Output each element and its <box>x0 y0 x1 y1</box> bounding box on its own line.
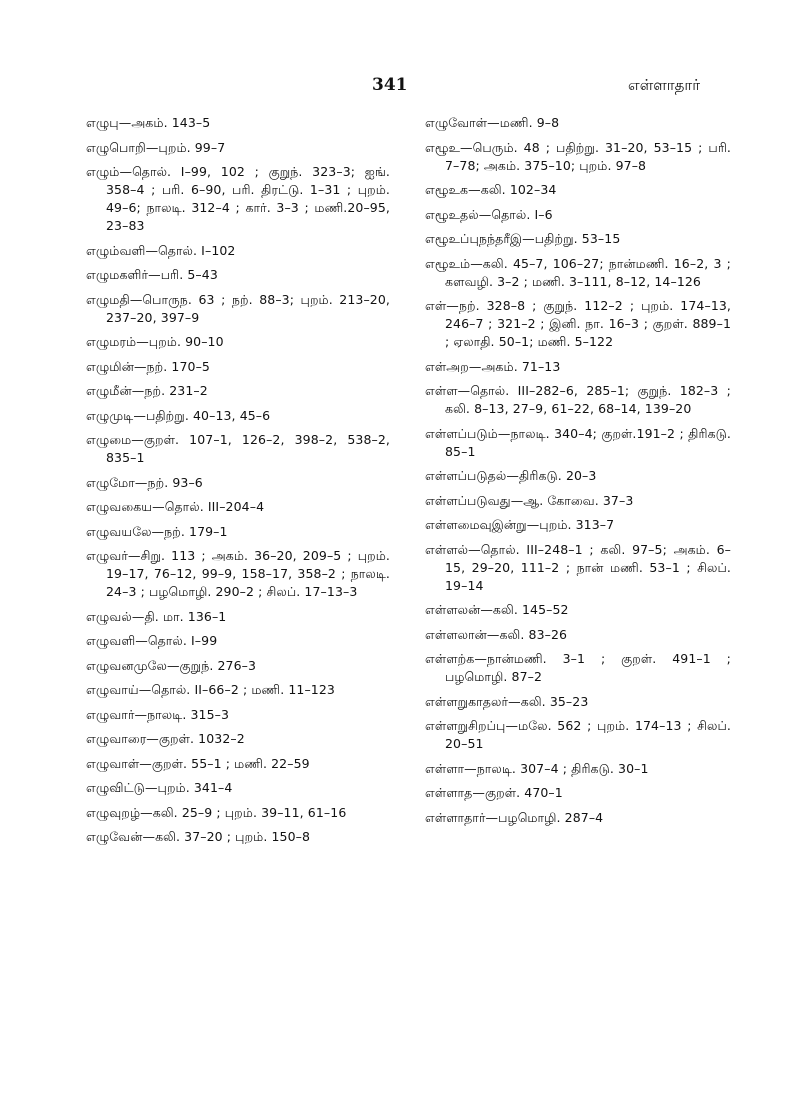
index-entry <box>86 755 390 773</box>
entry-headword: எள்ளலன் <box>425 602 481 617</box>
entry-references: —நற். 170–5 <box>133 358 210 374</box>
entry-headword: எள் <box>425 298 447 313</box>
entry-references: —கலி. 45–7, 106–27; நான்மணி. 16–2, 3 ; களவழி. 3–2 ; மணி. 3–111, 8–12, 14–126 <box>445 255 731 289</box>
entry-headword: எழுமீன் <box>86 383 132 398</box>
index-entry <box>425 206 731 224</box>
entry-references: —குறள். 107–1, 126–2, 398–2, 538–2, 835–1 <box>106 432 390 465</box>
entry-references: —நாலடி. 315–3 <box>134 706 230 722</box>
entry-headword: எழுபு <box>86 115 119 130</box>
index-entry <box>86 779 390 797</box>
entry-headword: எள்ளற்க <box>425 651 475 666</box>
index-entry <box>425 425 731 461</box>
entry-references: —தொல். III–204–4 <box>152 499 265 514</box>
index-entry <box>425 297 731 351</box>
index-entry <box>425 492 731 510</box>
entry-references: —கலி. 102–34 <box>468 182 557 197</box>
index-entry <box>425 809 731 827</box>
entry-references: —திரிகடு. 20–3 <box>506 468 597 483</box>
entry-headword: எள்ளா <box>425 760 465 776</box>
entry-references: —புறம். 313–7 <box>526 517 615 532</box>
index-entry <box>86 681 390 699</box>
index-entry <box>86 358 390 376</box>
entry-references: —குறுந். 276–3 <box>166 657 257 673</box>
entry-references: —அகம். 143–5 <box>118 115 211 130</box>
entry-headword: எழுவகைய <box>86 499 153 514</box>
index-entry <box>86 431 390 467</box>
index-entry <box>425 650 731 686</box>
entry-references: —பழமொழி. 287–4 <box>485 809 604 825</box>
index-entry <box>425 717 731 753</box>
entry-headword: எழுவயலே <box>86 523 152 539</box>
index-column-right <box>425 114 731 833</box>
index-entry <box>425 784 731 802</box>
entry-references: —பதிற்று. 40–13, 45–6 <box>133 407 271 423</box>
index-entry <box>86 114 390 132</box>
entry-references: —கலி. 35–23 <box>508 693 589 709</box>
index-entry <box>86 333 390 351</box>
entry-references: —சிறு. 113 ; அகம். 36–20, 209–5 ; புறம். 19–17, 76–12, 99–9, 158–17, 358–2 ; நாலடி. 24–3 ; பழமொழி. 290–2 ; சிலப். 17–13–3 <box>106 548 390 599</box>
entry-headword: எள்ளமைவுஇன்று <box>425 517 527 532</box>
entry-references: —நான்மணி. 3–1 ; குறள். 491–1 ; பழமொழி. 87–2 <box>445 651 731 684</box>
entry-references: —நாலடி. 307–4 ; திரிகடு. 30–1 <box>464 760 649 776</box>
index-entry <box>425 467 731 485</box>
index-entry <box>86 547 390 601</box>
index-entry <box>425 626 731 644</box>
index-entry <box>425 601 731 619</box>
entry-headword: எழுமின் <box>86 358 134 374</box>
entry-headword: எழுவர் <box>86 548 129 563</box>
entry-headword: எழும் <box>86 164 120 179</box>
entry-headword: எள்அற <box>425 358 469 374</box>
index-entry <box>425 230 731 248</box>
index-entry <box>86 163 390 235</box>
entry-headword: எழூஉக <box>425 182 469 197</box>
entry-headword: எழுவாரை <box>86 731 147 746</box>
entry-headword: எள்ளல் <box>425 541 469 557</box>
index-entry <box>86 382 390 400</box>
entry-headword: எழுமதி <box>86 291 130 307</box>
entry-headword: எள்ளாத <box>425 785 473 800</box>
entry-references: —புறம். 99–7 <box>145 139 226 155</box>
entry-headword: எழுவோள் <box>425 115 488 130</box>
entry-headword: எழூஉதல் <box>425 206 479 222</box>
entry-references: —தொல். I–99 <box>135 633 218 648</box>
index-entry <box>425 114 731 132</box>
entry-references: —தொல். II–66–2 ; மணி. 11–123 <box>138 682 335 697</box>
index-entry <box>86 266 390 284</box>
entry-references: —நற். 231–2 <box>131 383 208 398</box>
page-number: 341 <box>372 75 408 95</box>
index-entry <box>86 657 390 675</box>
index-entry <box>86 828 390 846</box>
entry-references: —மணி. 9–8 <box>487 115 560 130</box>
entry-headword: எழுவேன் <box>86 829 143 844</box>
entry-headword: எழுவல் <box>86 608 132 624</box>
entry-headword: எழூஉப்புநந்தரீஇ <box>425 231 523 246</box>
index-entry <box>425 358 731 376</box>
index-entry <box>425 382 731 418</box>
index-entry <box>425 255 731 291</box>
entry-headword: எள்ளாதார் <box>425 809 486 825</box>
index-entry <box>425 181 731 199</box>
entry-references: —பெரும். 48 ; பதிற்று. 31–20, 53–15 ; பரி. 7–78; அகம். 375–10; புறம். 97–8 <box>445 139 731 173</box>
entry-references: —நற். 179–1 <box>151 523 228 539</box>
index-entry <box>425 139 731 175</box>
index-entry <box>425 541 731 595</box>
entry-headword: எழுவுறழ் <box>86 804 141 820</box>
index-entry <box>86 706 390 724</box>
entry-headword: எள்ளப்படும் <box>425 425 498 441</box>
entry-headword: எழுமோ <box>86 474 135 490</box>
entry-headword: எழுபொறி <box>86 139 146 155</box>
entry-headword: எள்ளறுகாதலர் <box>425 693 509 709</box>
entry-references: —பொருந. 63 ; நற். 88–3; புறம். 213–20, 237–20, 397–9 <box>106 291 390 325</box>
entry-references: —தொல். I–6 <box>478 206 553 222</box>
index-entry <box>425 760 731 778</box>
entry-headword: எழூஉ <box>425 139 461 155</box>
entry-headword: எழுவார் <box>86 706 135 722</box>
entry-references: —தி. மா. 136–1 <box>131 608 227 624</box>
index-entry <box>86 632 390 650</box>
entry-references: —குறள். 1032–2 <box>146 731 245 746</box>
entry-references: —மலே. 562 ; புறம். 174–13 ; சிலப். 20–51 <box>445 718 731 751</box>
index-entry <box>86 242 390 260</box>
index-entry <box>86 474 390 492</box>
entry-references: —கலி. 25–9 ; புறம். 39–11, 61–16 <box>140 804 347 820</box>
entry-headword: எழுமுடி <box>86 407 134 423</box>
entry-references: —குறள். 470–1 <box>472 785 563 800</box>
entry-references: —தொல். I–99, 102 ; குறுந். 323–3; ஐங். 358–4 ; பரி. 6–90, பரி. திரட்டு. 1–31 ; புறம். 49–6; நாலடி. 312–4 ; கார். 3–3 ; மணி.20–95, 23–83 <box>106 164 390 233</box>
index-entry <box>86 407 390 425</box>
entry-headword: எழுவாள் <box>86 755 140 771</box>
entry-headword: எள்ளப்படுவது <box>425 492 511 508</box>
index-entry <box>86 730 390 748</box>
entry-references: —நாலடி. 340–4; குறள்.191–2 ; திரிகடு. 85–1 <box>445 425 731 459</box>
index-entry <box>86 291 390 327</box>
index-entry <box>86 498 390 516</box>
entry-references: —தொல். III–248–1 ; கலி. 97–5; அகம். 6–15, 29–20, 111–2 ; நான் மணி. 53–1 ; சிலப். 19–14 <box>445 541 731 593</box>
index-entry <box>86 523 390 541</box>
entry-headword: எழுமகளிர் <box>86 267 149 282</box>
entry-references: —குறள். 55–1 ; மணி. 22–59 <box>139 755 310 771</box>
entry-headword: எள்ள <box>425 383 458 398</box>
entry-headword: எள்ளப்படுதல் <box>425 468 507 483</box>
entry-headword: எழுமரம் <box>86 334 137 349</box>
entry-headword: எழுவாய் <box>86 682 139 697</box>
index-entry <box>86 608 390 626</box>
entry-headword: எள்ளறுசிறப்பு <box>425 718 506 733</box>
entry-headword: எழுவளி <box>86 633 136 648</box>
entry-references: —கலி. 37–20 ; புறம். 150–8 <box>142 829 311 844</box>
entry-references: —தொல். III–282–6, 285–1; குறுந். 182–3 ; கலி. 8–13, 27–9, 61–22, 68–14, 139–20 <box>445 383 731 416</box>
running-head: எள்ளாதார் <box>628 76 701 94</box>
index-column-left <box>86 114 390 853</box>
index-entry <box>86 804 390 822</box>
entry-headword: எள்ளலான் <box>425 626 487 642</box>
entry-references: —நற். 93–6 <box>134 474 203 490</box>
entry-headword: எழுவனமுலே <box>86 657 167 673</box>
entry-references: —நற். 328–8 ; குறுந். 112–2 ; புறம். 174–13, 246–7 ; 321–2 ; இனி. நா. 16–3 ; குறள். 889–1 ; ஏலாதி. 50–1; மணி. 5–122 <box>445 298 731 349</box>
entry-headword: எழும்வளி <box>86 242 146 258</box>
entry-references: —அகம். 71–13 <box>468 358 561 374</box>
entry-references: —கலி. 145–52 <box>480 602 569 617</box>
entry-headword: எழுவிட்டு <box>86 780 145 795</box>
index-entry <box>425 693 731 711</box>
entry-references: —தொல். I–102 <box>145 242 236 258</box>
entry-references: —கலி. 83–26 <box>486 626 568 642</box>
index-entry <box>86 139 390 157</box>
entry-references: —புறம். 341–4 <box>144 780 233 795</box>
entry-references: —பதிற்று. 53–15 <box>522 231 621 246</box>
entry-references: —ஆ. கோவை. 37–3 <box>510 492 634 508</box>
entry-references: —பரி. 5–43 <box>148 267 218 282</box>
entry-headword: எழுமை <box>86 432 132 447</box>
entry-references: —புறம். 90–10 <box>136 334 224 349</box>
entry-headword: எழூஉம் <box>425 255 471 271</box>
index-entry <box>425 516 731 534</box>
